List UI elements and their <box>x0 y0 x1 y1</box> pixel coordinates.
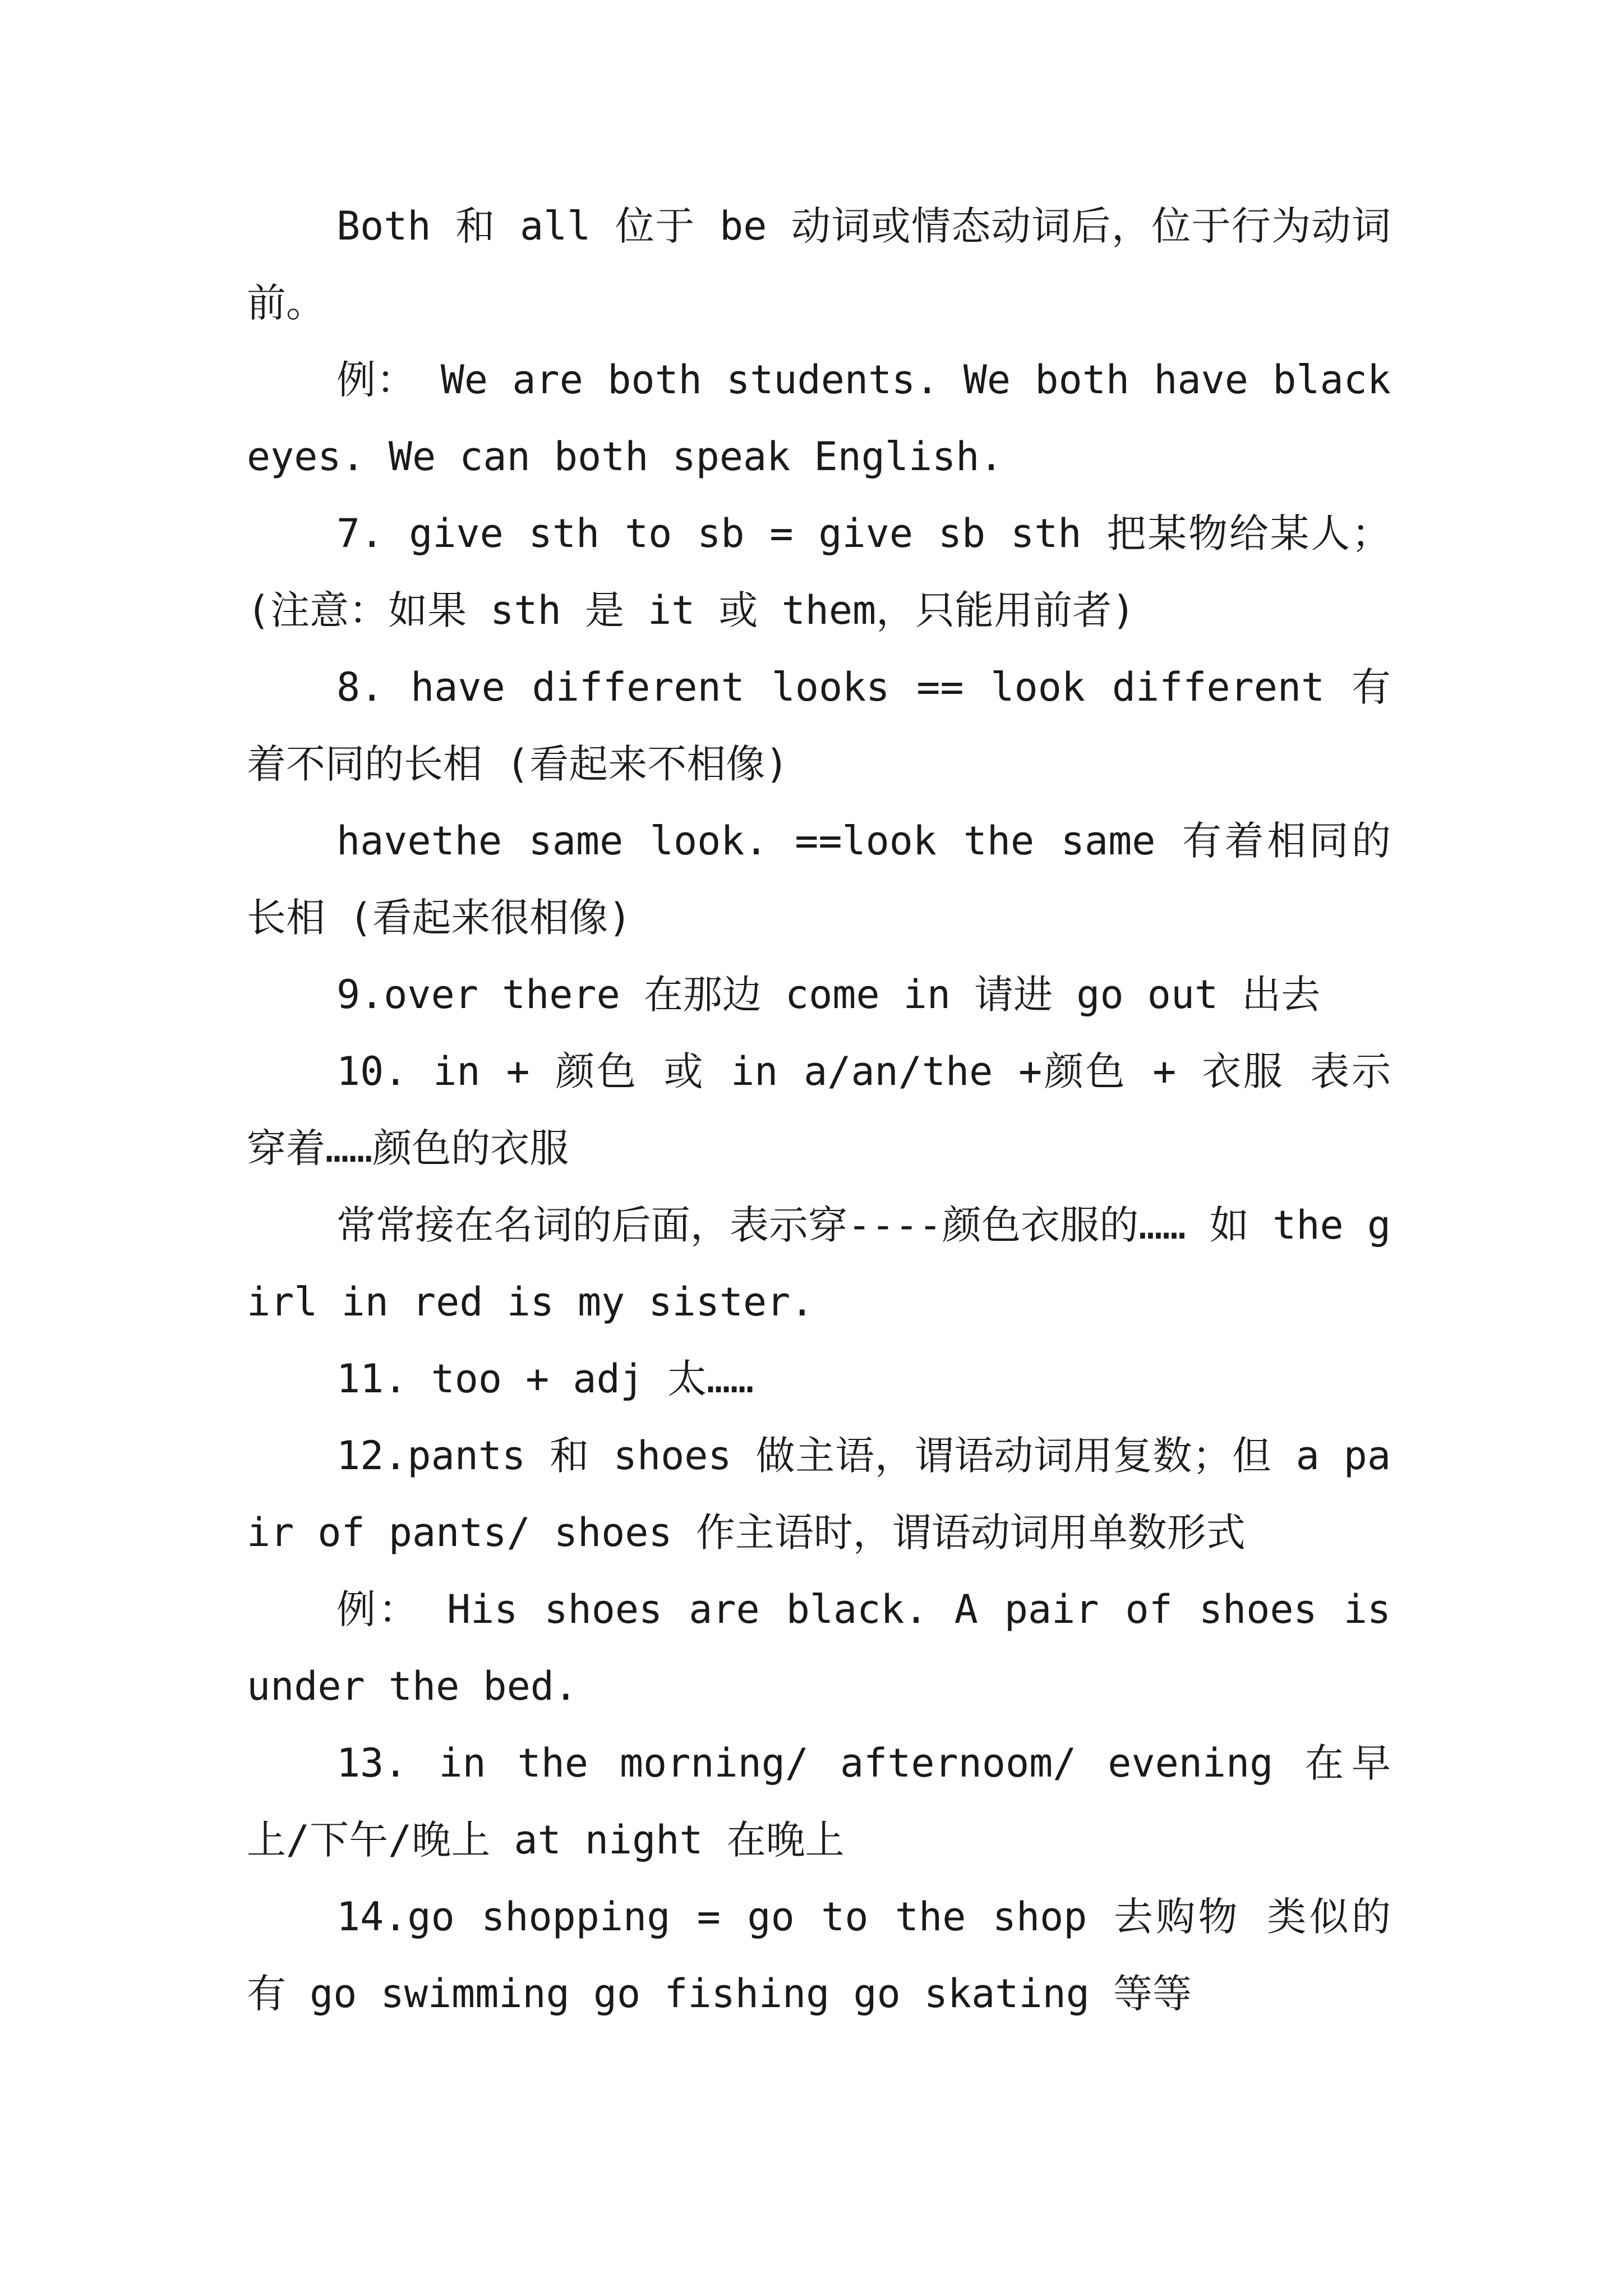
paragraph-item-11: 11. too + adj 太…… <box>336 1356 754 1402</box>
paragraph-item-14: 14.go shopping = go to the shop 去购物 类似的有 go swimming go fishing go skating 等等 <box>247 1894 1391 2017</box>
paragraph-example-both: 例： We are both students. We both have black eyes. We can both speak English. <box>247 357 1391 480</box>
paragraph-item-7: 7. give sth to sb = give sb sth 把某物给某人；(注意：如果 sth 是 it 或 them，只能用前者) <box>247 510 1391 633</box>
paragraph-item-9: 9.over there 在那边 come in 请进 go out 出去 <box>336 972 1321 1018</box>
paragraph-item-8: 8. have different looks == look different 有着不同的长相 (看起来不相像) <box>247 664 1391 787</box>
document-body <box>247 188 1391 2032</box>
paragraph-item-13: 13. in the morning/ afternoom/ evening 在早上/下午/晚上 at night 在晚上 <box>247 1740 1391 1863</box>
paragraph-item-12: 12.pants 和 shoes 做主语，谓语动词用复数；但 a pair of pants/ shoes 作主语时，谓语动词用单数形式 <box>247 1433 1391 1556</box>
paragraph-item-8-same: havethe same look. ==look the same 有着相同的长相 (看起来很相像) <box>247 818 1391 941</box>
paragraph-both-all: Both 和 all 位于 be 动词或情态动词后，位于行为动词前。 <box>247 203 1391 326</box>
paragraph-example-shoes: 例： His shoes are black. A pair of shoes is under the bed. <box>247 1586 1391 1709</box>
paragraph-item-10: 10. in + 颜色 或 in a/an/the +颜色 + 衣服 表示穿着……颜色的衣服 <box>247 1048 1391 1171</box>
paragraph-item-10-note: 常常接在名词的后面，表示穿----颜色衣服的…… 如 the girl in red is my sister. <box>247 1202 1391 1325</box>
